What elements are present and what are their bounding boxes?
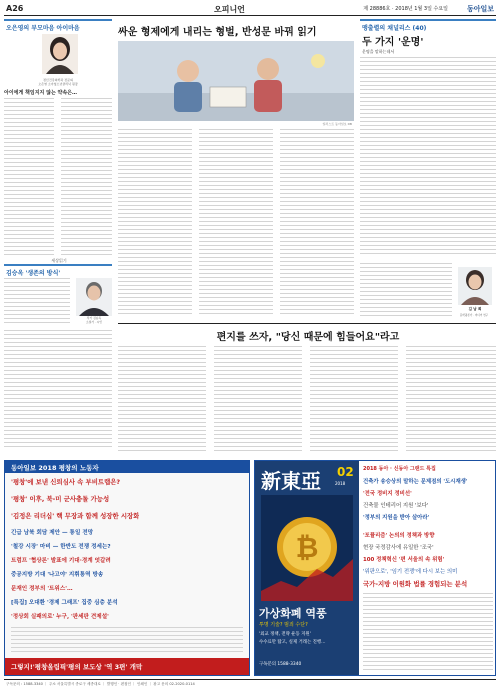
author-name: 김 남 희	[468, 307, 482, 311]
magazine-cover	[255, 461, 359, 675]
body-text-block	[4, 98, 54, 256]
ad-promo-line: 건축물 인테리어 지원 '보다'	[363, 503, 429, 509]
column-headline: 두 가지 '운명'	[362, 37, 424, 48]
body-text-block	[310, 346, 398, 452]
ad-promo-line: 2018 동아 · 신동아 그랜드 특집	[363, 466, 436, 472]
ad-promo-line: '위판으로', '임기 전쟁'에 다시 보는 의미	[363, 569, 458, 575]
ad-headline: '평창' 이후, 북-미 군사충돌 가능성	[11, 495, 110, 503]
ad-headline: '철강 시장' 마비 — 한반도 전쟁 정세는?	[11, 544, 111, 550]
author-portrait	[76, 278, 112, 316]
ad-promo-line: 100 정책혁신 '편 서울의 속 위험'	[363, 557, 445, 563]
ad-title: 동아일보 2018 평창의 노동자	[11, 464, 99, 472]
cover-line: 수수료만 탐고, 실제 거래는 진행…	[259, 640, 326, 645]
body-text-block	[4, 330, 112, 450]
letters-headline: 편지를 쓰자, "당신 때문에 힘들어요"라고	[216, 332, 400, 343]
cover-subheadline: 투명 기술? 범죄 수단?	[259, 622, 308, 628]
footer-strip	[4, 679, 496, 689]
ad-promo-line: '포퓰리즘' 논의의 정책과 방향	[363, 533, 435, 539]
letters-article	[118, 323, 496, 453]
portrait-caption-line: 소설가 · 시인	[85, 319, 103, 324]
photo-credit: 일러스트 동아일보 DB	[322, 122, 352, 126]
footer-info: 구독문의 : 1588-3340 ｜ 주소 서울특별시 종로구 세종대로 ｜ 발행인 · 편집인 ｜ 인쇄인 ｜ 광고 문의 02-2020-0114	[6, 682, 195, 686]
column-oh-eun-young	[4, 19, 112, 257]
body-text-block	[360, 57, 496, 257]
body-text-block	[4, 278, 70, 326]
body-text-block	[118, 129, 192, 315]
ad-promo-line: 현장 국정감사에 유일한 '조국'	[363, 545, 434, 551]
ad-banner: 그렇지!'평창올림픽'평의 보도상 '역 3편' 개막	[11, 663, 143, 671]
ad-headline: [특집] 오대환 '경제 그래프' 집중 심층 분석	[11, 600, 118, 606]
author-portrait	[42, 34, 78, 74]
ad-promo-line: '전국 정비지 정비선'	[363, 491, 412, 497]
body-text-block	[199, 129, 273, 315]
magazine-issue-year: 2018	[335, 481, 346, 486]
ad-headline: '정상회 실패의로' 누구, '판세판 견제설'	[11, 614, 109, 620]
column-title: 맹출렬의 채널리스 (40)	[362, 25, 427, 32]
ad-headline: 중공지방 기대 '나고야' 지휘통역 방송	[11, 572, 104, 578]
ad-headline: 긴급 남북 회담 제안 — 통일 전망	[11, 530, 94, 536]
cover-illustration	[261, 495, 353, 601]
ad-right	[254, 460, 496, 676]
ad-headline: '평창'에 보낸 신뢰심사 속 부비트랩은?	[11, 478, 121, 486]
magazine-issue: 02	[337, 465, 354, 479]
column-title: 김승옥 '생존의 방식'	[6, 270, 61, 277]
portrait-caption-line: 오은영 소아청소년클리닉 원장	[38, 82, 78, 86]
newspaper-logo: 동아일보	[466, 5, 494, 13]
main-article	[118, 19, 354, 319]
ad-promo-line: 건축가 송승상의 말하는 문제점의 '도시재생'	[363, 479, 468, 485]
column-kim-seung-ok	[4, 258, 112, 458]
ad-promo-line: '정부의 지원을 받아 살아라'	[363, 515, 430, 521]
body-text-block	[61, 98, 112, 256]
portrait-caption-line: 정신건강의학과 전문의	[43, 78, 73, 82]
column-right	[360, 19, 496, 322]
ad-body-text	[11, 627, 243, 655]
column-subhead: 운명을 말하는데서	[362, 49, 395, 54]
column-title: 오은영의 부모마음 아이마음	[6, 25, 80, 32]
body-text-block	[406, 346, 496, 452]
svg-text:₿: ₿	[295, 531, 319, 564]
author-portrait	[458, 267, 492, 305]
cover-line: '외교 정책, 전략 운동 지원'	[259, 632, 311, 637]
ad-left	[4, 460, 250, 676]
body-text-block	[280, 129, 354, 315]
ad-headline: '김정은 리더십' 핵 무장과 함께 성장한 시장화	[11, 512, 140, 520]
author-title: 문학평론가 · 미디어 연구	[459, 314, 489, 317]
ad-headline: 문재인 정부의 '트위스'…	[11, 586, 73, 592]
portrait-caption-line: 작가 김승옥	[86, 316, 102, 320]
ad-promo-line: 국가-지방 이원화 법률 경험되는 분석	[363, 580, 468, 588]
cover-headline: 가상화폐 역풍	[259, 607, 327, 620]
body-text-block	[118, 346, 206, 452]
series-label: 세상읽기	[51, 258, 67, 263]
magazine-title: 新東亞	[261, 469, 321, 493]
body-text-block	[360, 263, 452, 319]
main-headline: 싸운 형제에게 내리는 형벌, 반성문 바꿔 읽기	[118, 27, 317, 38]
body-text-block	[214, 346, 302, 452]
issue-info: 제 28886호 · 2018년 1월 3일 수요일	[363, 6, 448, 12]
column-headline: 아이에게 책임지지 않는 약속은…	[4, 90, 78, 96]
article-photo	[118, 41, 354, 121]
page-number: A26	[6, 4, 24, 13]
subscribe-hotline: 구독문의 1588-3340	[259, 662, 302, 667]
ad-headline: 트럼프 '협상론' 발표에 기대·경계 엇갈려	[11, 558, 111, 564]
section-title: 오피니언	[214, 5, 245, 14]
ad-body-text	[363, 593, 493, 671]
page-header	[4, 2, 496, 16]
